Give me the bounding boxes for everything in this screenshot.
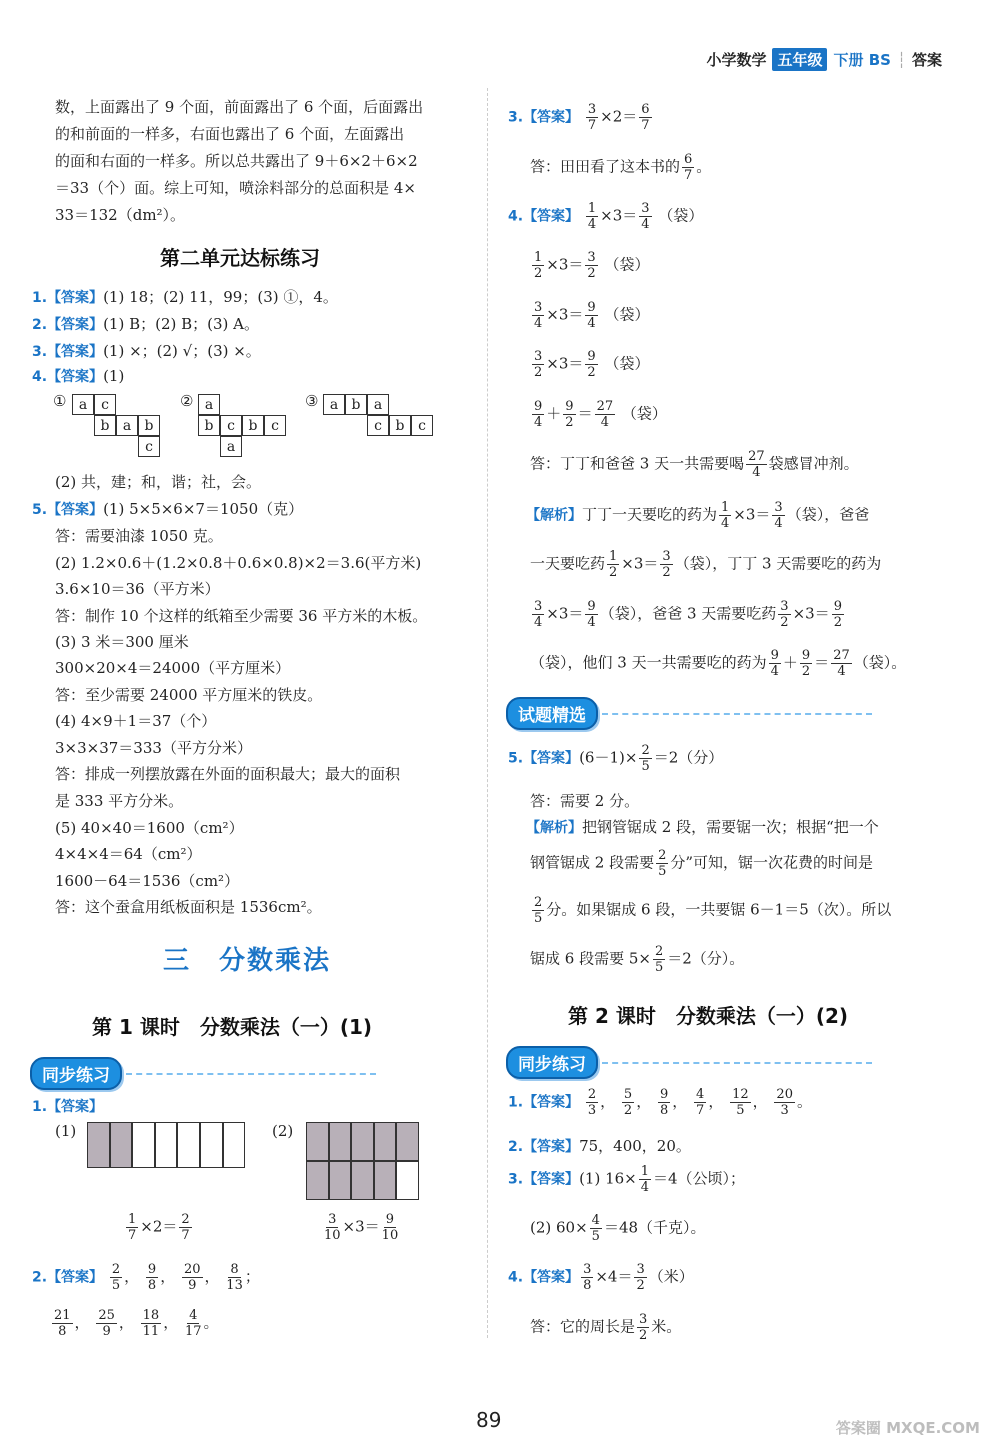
shaded-cell — [396, 1122, 419, 1161]
q5-line: 3.6×10＝36（平方米） — [55, 580, 220, 598]
q4-analysis-4: （袋），他们 3 天一共需要吃的药为 $\frac{9}{4}$ ＋ $\frac{9}{2}$ ＝ $\frac{27}{4}$ （袋）。 — [530, 648, 907, 679]
net-cell: b — [94, 415, 116, 436]
chapter-title: 三 分数乘法 — [163, 946, 332, 976]
answer-tag: 【答案】 — [523, 750, 580, 767]
question-3 — [32, 340, 261, 361]
answer-tag: 【答案】 — [47, 344, 104, 360]
question-4 — [32, 366, 124, 386]
q4-step: $\frac{3}{4}$ ×3＝ $\frac{9}{4}$ （袋） — [534, 300, 650, 331]
q5-line: 答：这个蚕盒用纸板面积是 1536cm²。 — [55, 898, 322, 916]
question-number: 3. — [508, 109, 524, 126]
empty-cell — [132, 1122, 155, 1168]
part-label: (2) — [272, 1122, 294, 1140]
net-cell: a — [116, 415, 138, 436]
answer-tag: 【答案】 — [523, 109, 580, 126]
net-cell: a — [323, 394, 345, 415]
answer-tag: 【答案】 — [47, 369, 104, 385]
right-question-5: 5.【答案】(6－1)× $\frac{2}{5}$ ＝2（分） — [508, 743, 724, 774]
intro-line: 的和前面的一样多，右面也露出了 6 个面，左面露出 — [55, 125, 405, 143]
answer-tag: 【答案】 — [47, 317, 104, 333]
intro-line: ＝33（个）面。综上可知，喷涂料部分的总面积是 4× — [55, 179, 416, 197]
q5-line: 答：排成一列摆放露在外面的面积最大；最大的面积 — [55, 765, 401, 783]
question-number: 1. — [508, 1094, 524, 1111]
banner-dash — [602, 713, 872, 715]
answer-text: (1) B；(2) B；(3) A。 — [103, 315, 259, 333]
net-cell: c — [367, 415, 389, 436]
unit2-title: 第二单元达标练习 — [160, 246, 320, 270]
question-1 — [32, 286, 338, 307]
intro-line: 33＝132（dm²）。 — [55, 206, 186, 224]
question-number: 4. — [32, 369, 48, 385]
shaded-cell — [329, 1122, 352, 1161]
header-volume: 下册 BS — [833, 51, 891, 69]
answer-tag: 【答案】 — [47, 290, 104, 306]
net-cell: b — [138, 415, 160, 436]
q4-analysis-2: 一天要吃药 $\frac{1}{2}$ ×3＝ $\frac{3}{2}$ （袋），丁丁 3 天需要吃的药为 — [530, 549, 882, 580]
right-question-4: 4.【答案】 $\frac{1}{4}$ ×3＝ $\frac{3}{4}$ （袋） — [508, 201, 704, 232]
shaded-cell — [351, 1122, 374, 1161]
q5-line: 1600－64＝1536（cm²） — [55, 872, 240, 890]
answer-tag: 【答案】 — [47, 1269, 104, 1286]
q4-step: $\frac{1}{2}$ ×3＝ $\frac{3}{2}$ （袋） — [534, 250, 650, 281]
banner-dash — [602, 1062, 872, 1064]
q5-line: (2) 1.2×0.6＋(1.2×0.8＋0.6×0.8)×2＝3.6(平方米) — [55, 554, 422, 572]
q5-line: (3) 3 米＝300 厘米 — [55, 633, 189, 651]
empty-cell — [223, 1122, 246, 1168]
q5-line: (5) 40×40＝1600（cm²） — [55, 819, 244, 837]
question-5 — [32, 498, 303, 519]
sync-practice-banner-2 — [506, 1046, 872, 1079]
lesson2-question-3: 3.【答案】(1) 16× $\frac{1}{4}$ ＝4（公顷）； — [508, 1164, 746, 1195]
empty-cell — [200, 1122, 223, 1168]
lesson1-question-2: 2.【答案】 $\frac{2}{5}$ ， $\frac{9}{8}$ ， $\frac{20}{9}$ ， $\frac{8}{13}$ ； — [32, 1262, 260, 1293]
shaded-cell — [87, 1122, 110, 1168]
analysis-tag: 【解析】 — [526, 820, 582, 836]
right-question-3: 3.【答案】 $\frac{3}{7}$ ×2＝ $\frac{6}{7}$ — [508, 102, 650, 133]
q5-line: (4) 4×9＋1＝37（个） — [55, 712, 217, 730]
q5-line: 4×4×4＝64（cm²） — [55, 845, 202, 863]
answer-text: (1) 18；(2) 11，99；(3) ①，4。 — [103, 288, 338, 306]
lesson1-question-2-row2: $\frac{21}{8}$ ， $\frac{25}{9}$ ， $\frac{18}{11}$ ， $\frac{4}{17}$ 。 — [54, 1308, 219, 1339]
answer-tag: 【答案】 — [47, 502, 104, 518]
intro-line: 数，上面露出了 9 个面，前面露出了 6 个面，后面露出 — [55, 98, 424, 116]
answer-text: (1) 5×5×6×7＝1050（克） — [103, 500, 304, 518]
page-header — [706, 48, 942, 71]
q4-analysis-1: 【解析】丁丁一天要吃的药为 $\frac{1}{4}$ ×3＝ $\frac{3}{4}$ （袋），爸爸 — [526, 500, 870, 531]
q5-line: 300×20×4＝24000（平方厘米） — [55, 659, 291, 677]
q5-line: 是 333 平方分米。 — [55, 792, 184, 810]
part-label: (1) — [55, 1122, 77, 1140]
net-1-mark: ① — [53, 392, 67, 410]
net-cell: b — [242, 415, 264, 436]
lesson-2-title: 第 2 课时 分数乘法（一）(2) — [568, 1004, 849, 1028]
watermark: 答案圈 MXQE.COM — [835, 1419, 980, 1437]
net-2-mark: ② — [180, 392, 194, 410]
answer-text: (1) — [103, 367, 125, 385]
cube-net-2 — [198, 394, 286, 457]
q5-analysis-4: 锯成 6 段需要 5× $\frac{2}{5}$ ＝2（分）。 — [530, 944, 745, 975]
net-cell: b — [389, 415, 411, 436]
answer-tag: 【答案】 — [47, 1099, 104, 1115]
lesson2-q4-answer: 答：它的周长是 $\frac{3}{2}$ 米。 — [530, 1312, 682, 1343]
q5-analysis-2: 钢管锯成 2 段需要 $\frac{2}{5}$ 分”可知，锯一次花费的时间是 — [530, 848, 874, 879]
answer-text: (1) ×；(2) √；(3) ×。 — [103, 342, 261, 360]
shaded-cell — [329, 1161, 352, 1200]
selected-questions-banner — [506, 697, 872, 730]
q5-line: 答：需要油漆 1050 克。 — [55, 527, 223, 545]
question-number: 3. — [32, 344, 48, 360]
cube-net-3 — [323, 394, 433, 436]
q5-line: 答：制作 10 个这样的纸箱至少需要 36 平方米的木板。 — [55, 607, 428, 625]
net-cell: a — [198, 394, 220, 415]
empty-cell — [177, 1122, 200, 1168]
question-number: 2. — [32, 1269, 48, 1286]
empty-cell — [155, 1122, 178, 1168]
net-cell: c — [94, 394, 116, 415]
header-grade-badge: 五年级 — [772, 48, 827, 71]
question-2 — [32, 313, 259, 334]
net-cell: b — [345, 394, 367, 415]
banner-label: 同步练习 — [30, 1057, 122, 1090]
question-number: 2. — [508, 1139, 524, 1155]
lesson2-question-1: 1.【答案】 $\frac{2}{3}$ ， $\frac{5}{2}$ ， $\frac{9}{8}$ ， $\frac{4}{7}$ ， $\frac{12}{5}$ ， $\frac{20}{3}$ 。 — [508, 1087, 812, 1118]
question-number: 4. — [508, 1269, 524, 1286]
cube-net-1 — [72, 394, 160, 457]
shaded-grid-2 — [306, 1122, 419, 1200]
header-answers: 答案 — [911, 51, 942, 69]
shaded-cell — [306, 1161, 329, 1200]
net-3-mark: ③ — [305, 392, 319, 410]
answer-tag: 【答案】 — [523, 1269, 580, 1286]
banner-label: 同步练习 — [506, 1046, 598, 1079]
sync-practice-banner — [30, 1057, 376, 1090]
question-number: 2. — [32, 317, 48, 333]
net-cell: c — [411, 415, 433, 436]
lesson2-question-4: 4.【答案】 $\frac{3}{8}$ ×4＝ $\frac{3}{2}$ （米） — [508, 1262, 694, 1293]
shaded-cell — [374, 1122, 397, 1161]
q4-step: $\frac{3}{2}$ ×3＝ $\frac{9}{2}$ （袋） — [534, 349, 650, 380]
question-number: 1. — [32, 290, 48, 306]
lesson1-question-1 — [32, 1096, 103, 1116]
answer-tag: 【答案】 — [523, 1171, 580, 1188]
question-number: 3. — [508, 1171, 524, 1188]
header-separator: ┆ — [896, 50, 906, 69]
q4-step: $\frac{9}{4}$ ＋ $\frac{9}{2}$ ＝ $\frac{27}{4}$ （袋） — [534, 399, 667, 430]
shaded-cell — [306, 1122, 329, 1161]
lesson2-question-2: 2.【答案】75，400，20。 — [508, 1137, 691, 1155]
net-cell: c — [264, 415, 286, 436]
q4-part2: (2) 共，建；和，谐；社，会。 — [55, 473, 262, 491]
intro-line: 的面和右面的一样多。所以总共露出了 9＋6×2＋6×2 — [55, 152, 418, 170]
answer-tag: 【答案】 — [523, 1094, 580, 1111]
lesson-1-title: 第 1 课时 分数乘法（一）(1) — [92, 1015, 373, 1039]
shaded-cell — [351, 1161, 374, 1200]
question-number: 1. — [32, 1099, 48, 1115]
banner-dash — [126, 1073, 376, 1075]
header-subject: 小学数学 — [706, 51, 767, 69]
column-divider — [487, 88, 488, 1338]
lesson2-question-3b: (2) 60× $\frac{4}{5}$ ＝48（千克）。 — [530, 1213, 706, 1244]
equation-1: $\frac{1}{7}$ ×2＝ $\frac{2}{7}$ — [128, 1212, 190, 1243]
right-q3-answer: 答：田田看了这本书的 $\frac{6}{7}$ 。 — [530, 152, 712, 183]
page-number: 89 — [476, 1408, 502, 1432]
answer-tag: 【答案】 — [523, 1139, 580, 1155]
empty-cell — [396, 1161, 419, 1200]
analysis-tag: 【解析】 — [526, 507, 582, 524]
q5-line: 3×3×37＝333（平方分米） — [55, 739, 252, 757]
answer-tag: 【答案】 — [523, 208, 580, 225]
net-cell: a — [367, 394, 389, 415]
question-number: 5. — [508, 750, 524, 767]
banner-label: 试题精选 — [506, 697, 598, 730]
equation-2: $\frac{3}{10}$ ×3＝ $\frac{9}{10}$ — [324, 1212, 399, 1243]
shaded-cell — [374, 1161, 397, 1200]
shaded-cell — [110, 1122, 133, 1168]
question-number: 5. — [32, 502, 48, 518]
shaded-bar-1 — [87, 1122, 245, 1168]
q5-analysis-3: $\frac{2}{5}$ 分。如果锯成 6 段，一共要锯 6－1＝5（次）。所以 — [534, 895, 892, 926]
net-cell: a — [220, 436, 242, 457]
q5-answer: 答：需要 2 分。 — [530, 792, 640, 810]
net-cell: c — [138, 436, 160, 457]
question-number: 4. — [508, 208, 524, 225]
net-cell: b — [198, 415, 220, 436]
q5-analysis-1: 【解析】把钢管锯成 2 段，需要锯一次；根据“把一个 — [526, 818, 879, 836]
q4-answer: 答：丁丁和爸爸 3 天一共需要喝 $\frac{27}{4}$ 袋感冒冲剂。 — [530, 449, 859, 480]
net-cell: c — [220, 415, 242, 436]
q5-line: 答：至少需要 24000 平方厘米的铁皮。 — [55, 686, 323, 704]
net-cell: a — [72, 394, 94, 415]
q4-analysis-3: $\frac{3}{4}$ ×3＝ $\frac{9}{4}$ （袋），爸爸 3 天需要吃药 $\frac{3}{2}$ ×3＝ $\frac{9}{2}$ — [534, 599, 842, 630]
